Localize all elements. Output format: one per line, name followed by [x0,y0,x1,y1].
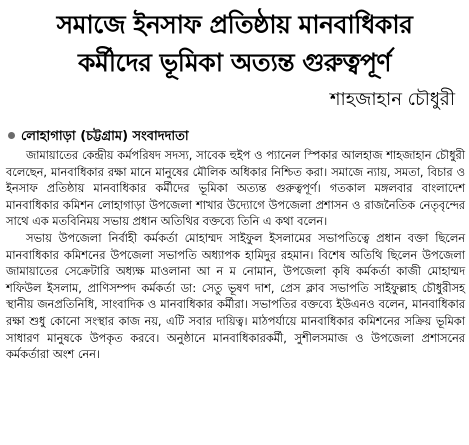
article-paragraph: জামায়াতের কেন্দ্রীয় কর্মপরিষদ সদস্য, সাবেক হুইপ ও প্যানেল স্পিকার আলহাজ শাহজাহান চৌধুরী বলেছেন, মানবাধিকার রক্ষা মানে মানুষের মৌলিক অধিকার নিশ্চিত করা। সমাজে ন্যায়, সমতা, বিচার ও ইনসাফ প্রতিষ্ঠায় মানবাধিকার কর্মীদের ভূমিকা অত্যন্ত গুরুত্বপূর্ণ। গতকাল মঙ্গলবার বাংলাদেশ মানবাধিকার কমিশন লোহাগাড়া উপজেলা শাখার উদ্যোগে উপজেলা প্রশাসন ও রাজনৈতিক নেতৃবৃন্দের সাথে এক মতবিনিময় সভায় প্রধান অতিথির বক্তব্যে তিনি এ কথা বলেন। [6,149,465,229]
dateline-text: লোহাগাড়া (চট্টগ্রাম) সংবাদদাতা [21,129,189,144]
article-body [6,148,465,364]
article-paragraph: সভায় উপজেলা নির্বাহী কর্মকর্তা মোহাম্মদ সাইফুল ইসলামের সভাপতিত্বে প্রধান বক্তা ছিলেন মানবাধিকার কমিশনের উপজেলা সভাপতি অধ্যাপক হামিদুর রহমান। বিশেষ অতিথি ছিলেন উপজেলা জামায়াতের সেক্রেটারি অধ্যক্ষ মাওলানা আ ন ম নোমান, উপজেলা কৃষি কর্মকর্তা কাজী মোহাম্মদ শফিউল ইসলাম, প্রাণিসম্পদ কর্মকর্তা ডা: সেতু ভূষণ দাশ, প্রেস ক্লাব সভাপতি সাইফুল্লাহ চৌধুরীসহ স্থানীয় জনপ্রতিনিধি, সাংবাদিক ও মানবাধিকার কর্মীরা। সভাপতির বক্তব্যে ইউএনও বলেন, মানবাধিকার রক্ষা শুধু কোনো সংস্থার কাজ নয়, এটি সবার দায়িত্ব। মাঠপর্যায়ে মানবাধিকার কমিশনের সক্রিয় ভূমিকা সাধারণ মানুষকে উপকৃত করবে। অনুষ্ঠানে মানবাধিকারকর্মী, সুশীলসমাজ ও উপজেলা প্রশাসনের কর্মকর্তারা অংশ নেন। [6,231,465,362]
headline-line-2: কর্মীদের ভূমিকা অত্যন্ত গুরুত্বপূর্ণ [77,48,392,77]
headline-line-1: সমাজে ইনসাফ প্রতিষ্ঠায় মানবাধিকার [56,10,413,39]
headline [0,6,469,82]
bullet-icon [8,132,15,139]
byline: শাহজাহান চৌধুরী [329,89,455,110]
dateline [8,128,189,146]
